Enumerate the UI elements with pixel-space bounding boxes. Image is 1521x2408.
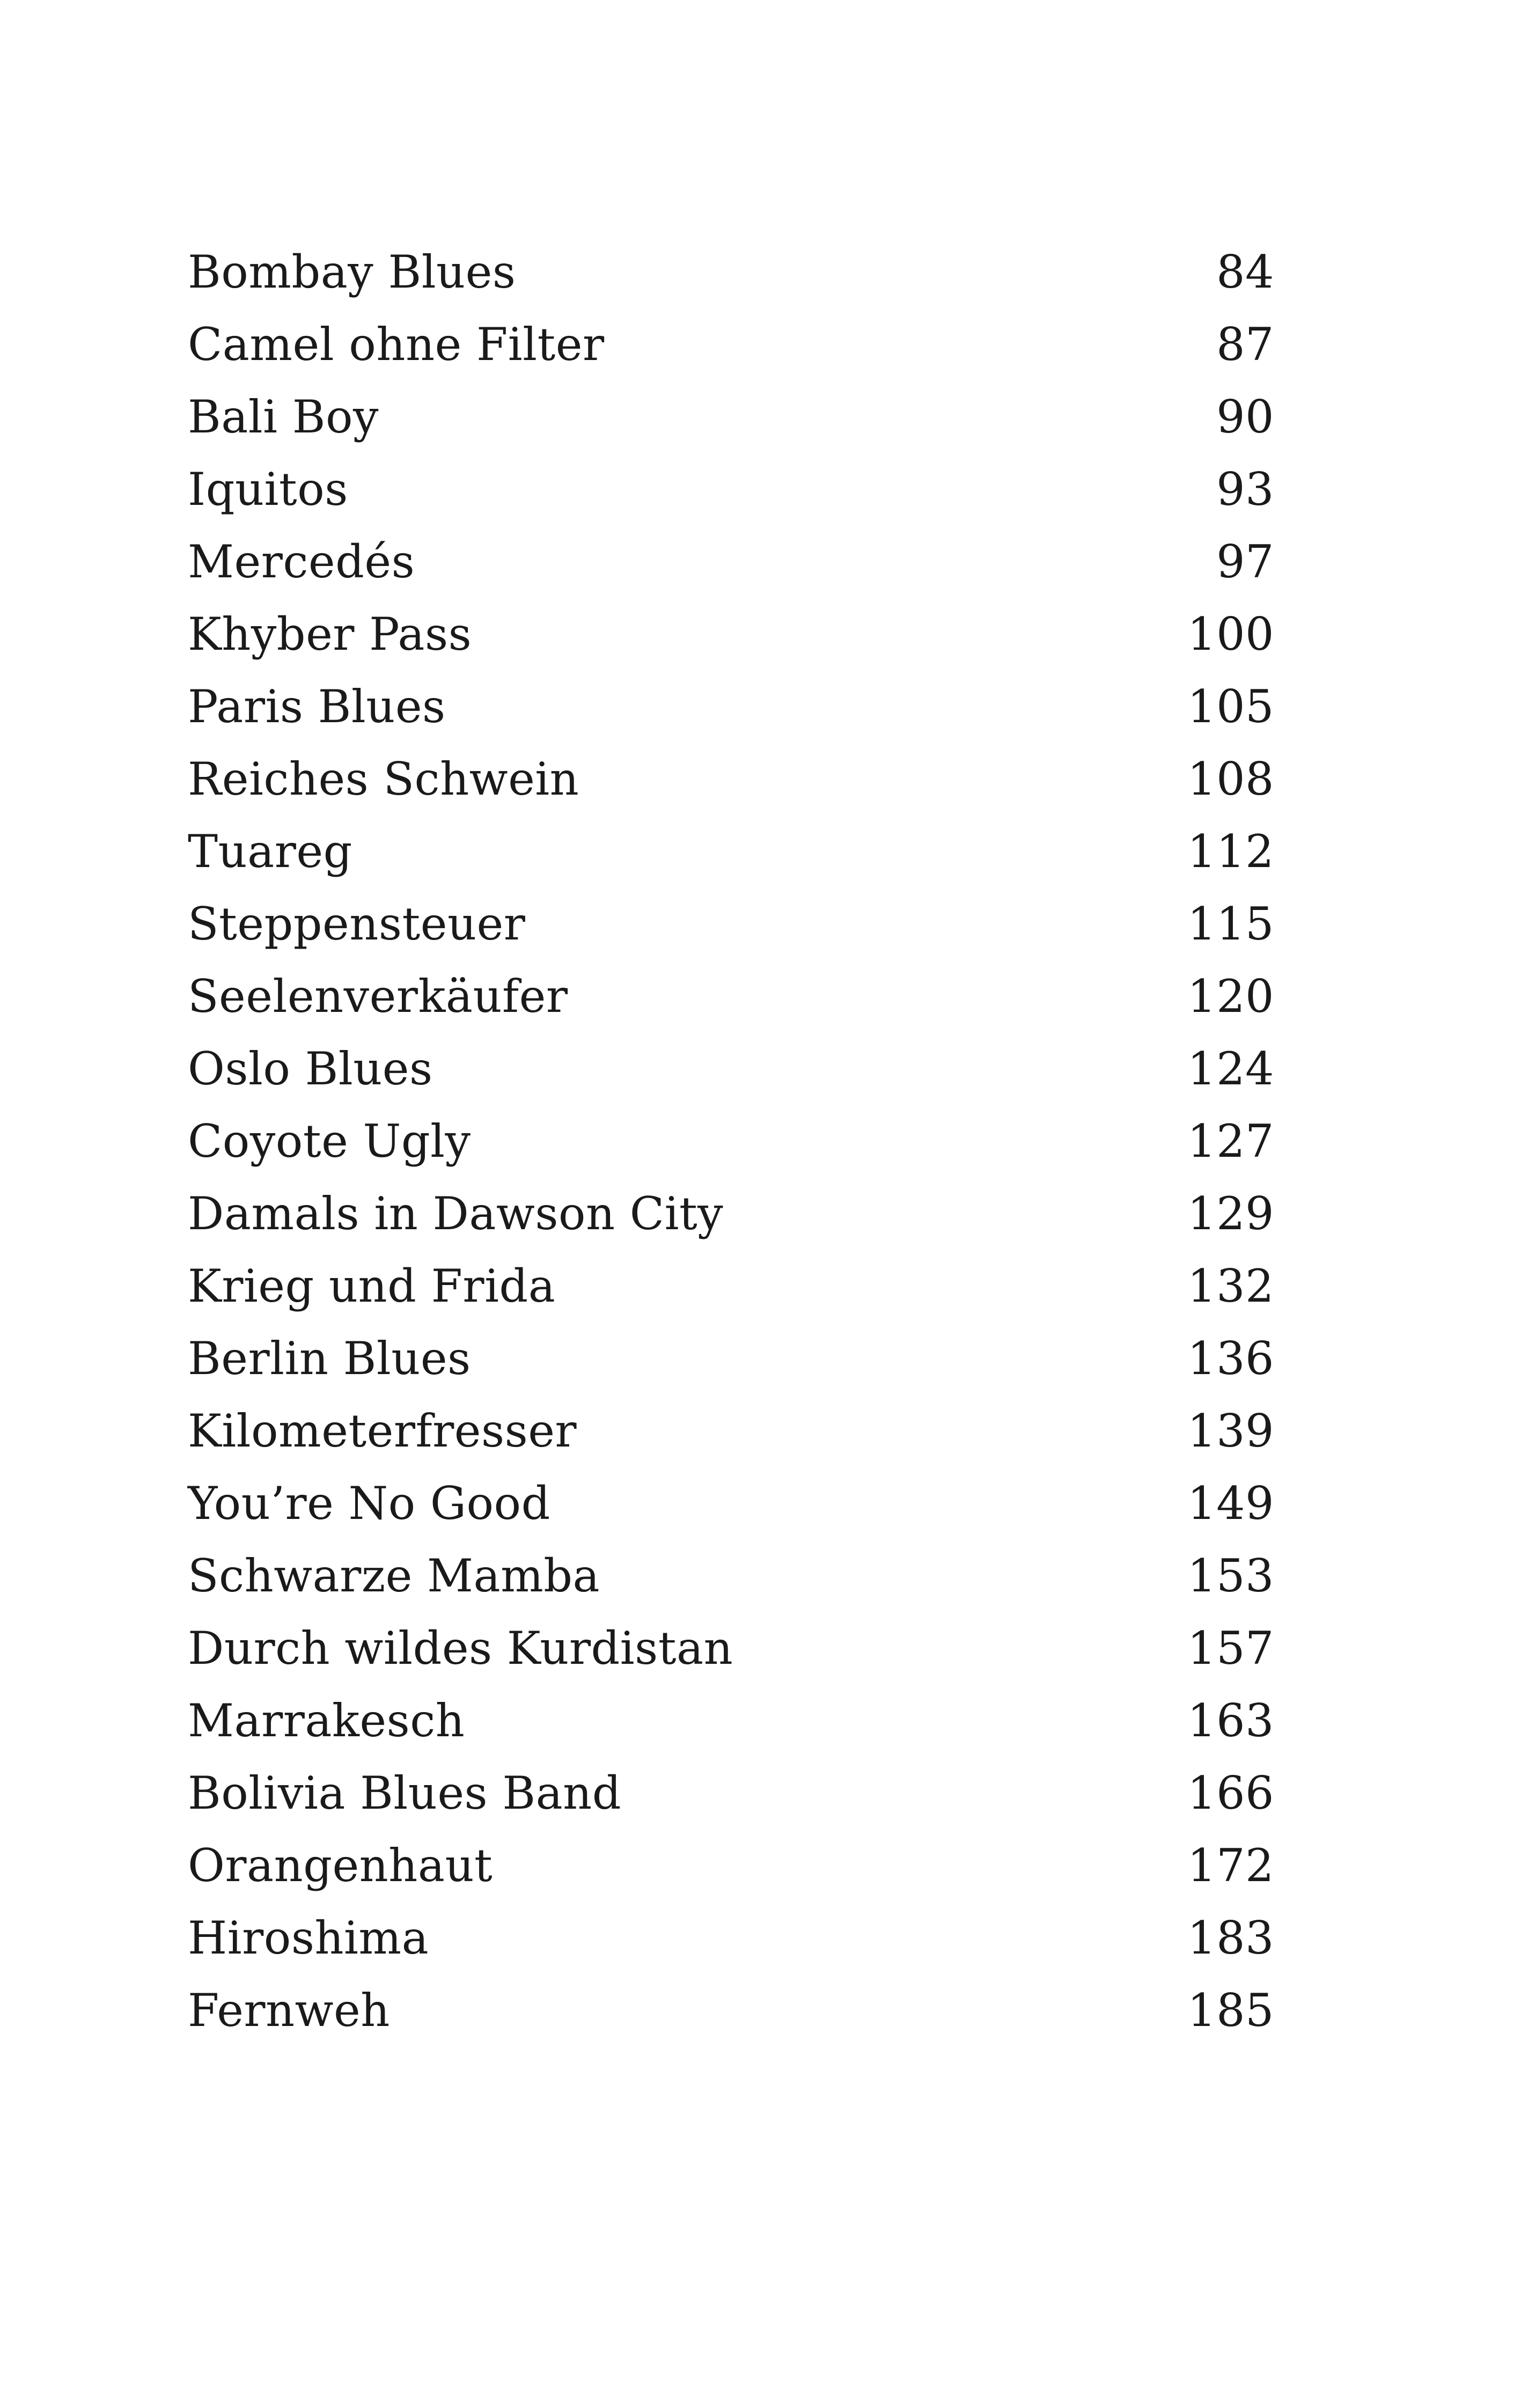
toc-entry-title: Berlin Blues bbox=[188, 1332, 471, 1385]
toc-entry-title: Fernweh bbox=[188, 1984, 390, 2037]
toc-entry-title: Bolivia Blues Band bbox=[188, 1767, 622, 1819]
toc-entry bbox=[188, 743, 1274, 816]
toc-entry-page-number: 132 bbox=[1187, 1260, 1274, 1312]
toc-entry-page-number: 153 bbox=[1187, 1550, 1274, 1602]
toc-entry-title: Camel ohne Filter bbox=[188, 318, 605, 371]
toc-entry-page-number: 163 bbox=[1187, 1694, 1274, 1747]
toc-entry bbox=[188, 1395, 1274, 1467]
toc-entry-title: Durch wildes Kurdistan bbox=[188, 1622, 733, 1675]
toc-entry-page-number: 120 bbox=[1187, 970, 1274, 1023]
toc-entry bbox=[188, 1902, 1274, 1974]
toc-entry-title: Bali Boy bbox=[188, 391, 379, 443]
toc-entry-title: Mercedés bbox=[188, 535, 415, 588]
toc-entry-title: Kilometerfresser bbox=[188, 1405, 577, 1457]
toc-entry-title: Orangenhaut bbox=[188, 1839, 493, 1892]
toc-entry-page-number: 105 bbox=[1187, 680, 1274, 733]
toc-entry-title: Hiroshima bbox=[188, 1912, 429, 1964]
toc-entry-title: Iquitos bbox=[188, 463, 348, 516]
toc-entry bbox=[188, 1105, 1274, 1178]
toc-entry-title: Reiches Schwein bbox=[188, 753, 579, 805]
toc-entry-page-number: 157 bbox=[1187, 1622, 1274, 1675]
table-of-contents bbox=[188, 236, 1274, 2047]
toc-entry-page-number: 172 bbox=[1187, 1839, 1274, 1892]
toc-entry-page-number: 124 bbox=[1187, 1043, 1274, 1095]
toc-entry bbox=[188, 236, 1274, 309]
toc-entry-title: Paris Blues bbox=[188, 680, 446, 733]
toc-entry bbox=[188, 1033, 1274, 1105]
toc-entry bbox=[188, 816, 1274, 888]
toc-entry bbox=[188, 453, 1274, 526]
toc-entry-title: Oslo Blues bbox=[188, 1043, 433, 1095]
toc-entry bbox=[188, 1467, 1274, 1540]
toc-entry bbox=[188, 1178, 1274, 1250]
toc-entry bbox=[188, 1757, 1274, 1830]
toc-entry bbox=[188, 1323, 1274, 1395]
toc-entry-title: Khyber Pass bbox=[188, 608, 472, 660]
toc-entry-page-number: 84 bbox=[1216, 246, 1274, 298]
toc-entry bbox=[188, 1830, 1274, 1902]
toc-entry-page-number: 139 bbox=[1187, 1405, 1274, 1457]
toc-entry bbox=[188, 309, 1274, 381]
toc-entry bbox=[188, 1685, 1274, 1757]
toc-entry bbox=[188, 1540, 1274, 1612]
toc-entry-page-number: 129 bbox=[1187, 1187, 1274, 1240]
toc-entry bbox=[188, 960, 1274, 1033]
toc-entry-title: Krieg und Frida bbox=[188, 1260, 556, 1312]
toc-entry-page-number: 90 bbox=[1216, 391, 1274, 443]
toc-entry bbox=[188, 381, 1274, 453]
toc-entry-page-number: 149 bbox=[1187, 1477, 1274, 1530]
toc-entry bbox=[188, 1612, 1274, 1685]
toc-entry-page-number: 93 bbox=[1216, 463, 1274, 516]
toc-entry bbox=[188, 888, 1274, 960]
toc-entry bbox=[188, 671, 1274, 743]
toc-entry-page-number: 166 bbox=[1187, 1767, 1274, 1819]
toc-entry-page-number: 136 bbox=[1187, 1332, 1274, 1385]
toc-entry bbox=[188, 598, 1274, 671]
toc-entry-title: Seelenverkäufer bbox=[188, 970, 568, 1023]
toc-entry bbox=[188, 1974, 1274, 2047]
toc-entry-page-number: 97 bbox=[1216, 535, 1274, 588]
toc-entry-title: Schwarze Mamba bbox=[188, 1550, 600, 1602]
toc-entry-page-number: 100 bbox=[1187, 608, 1274, 660]
toc-entry-title: Coyote Ugly bbox=[188, 1115, 471, 1168]
toc-entry-page-number: 108 bbox=[1187, 753, 1274, 805]
toc-entry-page-number: 87 bbox=[1216, 318, 1274, 371]
toc-entry-page-number: 115 bbox=[1187, 898, 1274, 950]
toc-entry-title: Marrakesch bbox=[188, 1694, 465, 1747]
toc-entry-page-number: 183 bbox=[1187, 1912, 1274, 1964]
toc-entry-page-number: 185 bbox=[1187, 1984, 1274, 2037]
toc-entry-title: Bombay Blues bbox=[188, 246, 516, 298]
toc-entry-title: Damals in Dawson City bbox=[188, 1187, 724, 1240]
toc-entry-page-number: 112 bbox=[1187, 825, 1274, 878]
toc-entry bbox=[188, 526, 1274, 598]
toc-entry-title: Steppensteuer bbox=[188, 898, 526, 950]
toc-entry-page-number: 127 bbox=[1187, 1115, 1274, 1168]
toc-entry-title: You’re No Good bbox=[188, 1477, 550, 1530]
toc-entry-title: Tuareg bbox=[188, 825, 352, 878]
toc-entry bbox=[188, 1250, 1274, 1323]
